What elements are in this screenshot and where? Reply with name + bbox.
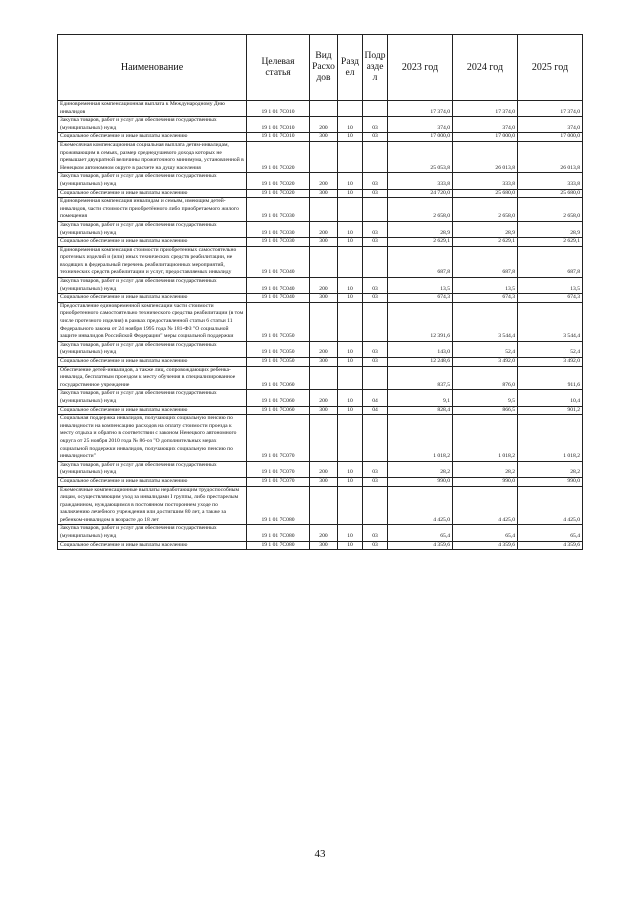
row-section-cell: 10 — [338, 525, 363, 541]
row-expense-type-cell — [310, 486, 338, 525]
table-row — [58, 238, 583, 247]
row-expense-type-cell: 200 — [310, 117, 338, 133]
row-section-cell: 10 — [338, 238, 363, 247]
row-2023-amount-cell: 828,4 — [388, 406, 453, 415]
table-row — [58, 101, 583, 117]
row-name-cell: Закупка товаров, работ и услуг для обеспечения государственных (муниципальных) нужд — [58, 525, 247, 541]
table-row — [58, 141, 583, 172]
row-2025-amount-cell: 17 000,0 — [518, 133, 583, 142]
header-section: Разд ел — [338, 35, 363, 101]
table-row — [58, 294, 583, 303]
row-name-cell: Ежемесячные компенсационные выплаты неработающим трудоспособным лицам, осуществляющим уход за инвалидами I группы, либо престарелым гражданином, нуждающимся в постоянном постороннем уходе по заключению лечебного учреждения или достигшим 80 лет, а также за ребенком-инвалидом в возрасте до 18 лет — [58, 486, 247, 525]
row-article-cell: 19 1 01 7С080 — [247, 486, 310, 525]
row-subsection-cell — [363, 198, 388, 222]
row-name-cell: Социальное обеспечение и иные выплаты населению — [58, 294, 247, 303]
table-row — [58, 173, 583, 189]
row-2025-amount-cell: 2 629,1 — [518, 238, 583, 247]
row-article-cell: 19 1 01 7С010 — [247, 133, 310, 142]
row-2025-amount-cell: 28,9 — [518, 221, 583, 237]
row-2024-amount-cell: 1 018,2 — [453, 415, 518, 462]
row-section-cell — [338, 366, 363, 390]
row-name-cell: Обеспечение детей-инвалидов, а также лиц, сопровождающих ребенка-инвалида, бесплатным проездом к месту обучения в специализированное государственное учреждение — [58, 366, 247, 390]
row-name-cell: Закупка товаров, работ и услуг для обеспечения государственных (муниципальных) нужд — [58, 278, 247, 294]
table-row — [58, 246, 583, 277]
row-section-cell: 10 — [338, 406, 363, 415]
row-name-cell: Закупка товаров, работ и услуг для обеспечения государственных (муниципальных) нужд — [58, 390, 247, 406]
row-subsection-cell: 03 — [363, 173, 388, 189]
row-article-cell: 19 1 01 7С060 — [247, 406, 310, 415]
row-2024-amount-cell: 876,0 — [453, 366, 518, 390]
row-subsection-cell — [363, 486, 388, 525]
row-article-cell: 19 1 01 7С030 — [247, 221, 310, 237]
row-expense-type-cell — [310, 198, 338, 222]
table-row — [58, 541, 583, 550]
row-name-cell: Закупка товаров, работ и услуг для обеспечения государственных (муниципальных) нужд — [58, 221, 247, 237]
row-section-cell: 10 — [338, 221, 363, 237]
row-article-cell: 19 1 01 7С080 — [247, 541, 310, 550]
row-expense-type-cell: 200 — [310, 525, 338, 541]
row-section-cell — [338, 415, 363, 462]
row-subsection-cell: 03 — [363, 525, 388, 541]
row-2024-amount-cell: 687,8 — [453, 246, 518, 277]
row-2023-amount-cell: 13,5 — [388, 278, 453, 294]
row-expense-type-cell — [310, 302, 338, 341]
row-2023-amount-cell: 4 359,6 — [388, 541, 453, 550]
row-article-cell: 19 1 01 7С050 — [247, 341, 310, 357]
row-article-cell: 19 1 01 7С060 — [247, 390, 310, 406]
row-article-cell: 19 1 01 7С060 — [247, 366, 310, 390]
row-2025-amount-cell: 674,3 — [518, 294, 583, 303]
row-name-cell: Закупка товаров, работ и услуг для обеспечения государственных (муниципальных) нужд — [58, 341, 247, 357]
table-row — [58, 117, 583, 133]
row-2024-amount-cell: 9,5 — [453, 390, 518, 406]
row-subsection-cell: 03 — [363, 133, 388, 142]
row-subsection-cell: 04 — [363, 390, 388, 406]
row-expense-type-cell: 300 — [310, 477, 338, 486]
row-2023-amount-cell: 12 248,6 — [388, 358, 453, 367]
table-row — [58, 366, 583, 390]
row-2025-amount-cell: 25 680,0 — [518, 189, 583, 198]
table-row — [58, 477, 583, 486]
table-row — [58, 461, 583, 477]
row-2023-amount-cell: 674,3 — [388, 294, 453, 303]
row-2023-amount-cell: 24 720,0 — [388, 189, 453, 198]
row-2023-amount-cell: 837,5 — [388, 366, 453, 390]
row-2025-amount-cell: 13,5 — [518, 278, 583, 294]
row-expense-type-cell: 300 — [310, 133, 338, 142]
row-2025-amount-cell: 1 018,2 — [518, 415, 583, 462]
row-2023-amount-cell: 1 018,2 — [388, 415, 453, 462]
row-2023-amount-cell: 333,8 — [388, 173, 453, 189]
row-subsection-cell: 03 — [363, 238, 388, 247]
row-2025-amount-cell: 28,2 — [518, 461, 583, 477]
budget-table — [57, 34, 583, 550]
row-2023-amount-cell: 687,8 — [388, 246, 453, 277]
row-name-cell: Социальная поддержка инвалидов, получающих социальную пенсию по инвалидности на компенсацию расходов на оплату стоимости проезда к месту отдыха и обратно в соответствии с законом Ненецкого автономного округа от 25 ноября 2010 года № 86-оз "О дополнительных мерах социальной поддержки инвалидов, получающих социальную пенсию по инвалидности" — [58, 415, 247, 462]
table-row — [58, 302, 583, 341]
row-2025-amount-cell: 65,4 — [518, 525, 583, 541]
row-section-cell: 10 — [338, 358, 363, 367]
row-section-cell: 10 — [338, 173, 363, 189]
row-2024-amount-cell: 2 629,1 — [453, 238, 518, 247]
row-section-cell: 10 — [338, 133, 363, 142]
table-row — [58, 278, 583, 294]
row-2025-amount-cell: 52,4 — [518, 341, 583, 357]
row-2023-amount-cell: 17 000,0 — [388, 133, 453, 142]
table-row — [58, 525, 583, 541]
row-2024-amount-cell: 17 000,0 — [453, 133, 518, 142]
table-row — [58, 486, 583, 525]
row-section-cell — [338, 302, 363, 341]
row-subsection-cell: 03 — [363, 477, 388, 486]
row-2024-amount-cell: 374,0 — [453, 117, 518, 133]
row-name-cell: Социальное обеспечение и иные выплаты населению — [58, 358, 247, 367]
row-article-cell: 19 1 01 7С020 — [247, 189, 310, 198]
row-article-cell: 19 1 01 7С030 — [247, 198, 310, 222]
row-name-cell: Социальное обеспечение и иные выплаты населению — [58, 406, 247, 415]
page-number: 43 — [314, 848, 326, 860]
row-section-cell: 10 — [338, 541, 363, 550]
row-2024-amount-cell: 4 359,6 — [453, 541, 518, 550]
row-2025-amount-cell: 333,8 — [518, 173, 583, 189]
header-subsection: Подр азде л — [363, 35, 388, 101]
row-expense-type-cell: 200 — [310, 390, 338, 406]
row-subsection-cell: 03 — [363, 117, 388, 133]
row-2024-amount-cell: 3 544,4 — [453, 302, 518, 341]
row-2025-amount-cell: 3 544,4 — [518, 302, 583, 341]
header-year-2023: 2023 год — [388, 35, 453, 101]
row-2023-amount-cell: 17 374,0 — [388, 101, 453, 117]
row-section-cell — [338, 486, 363, 525]
row-2025-amount-cell: 4 425,0 — [518, 486, 583, 525]
row-subsection-cell: 03 — [363, 541, 388, 550]
row-2023-amount-cell: 9,1 — [388, 390, 453, 406]
row-article-cell: 19 1 01 7С020 — [247, 173, 310, 189]
row-2025-amount-cell: 10,4 — [518, 390, 583, 406]
row-subsection-cell: 03 — [363, 461, 388, 477]
table-body — [58, 101, 583, 550]
row-expense-type-cell — [310, 366, 338, 390]
row-name-cell: Закупка товаров, работ и услуг для обеспечения государственных (муниципальных) нужд — [58, 173, 247, 189]
row-section-cell — [338, 198, 363, 222]
row-2023-amount-cell: 2 658,0 — [388, 198, 453, 222]
row-expense-type-cell: 200 — [310, 173, 338, 189]
row-expense-type-cell: 200 — [310, 341, 338, 357]
row-subsection-cell: 04 — [363, 406, 388, 415]
row-expense-type-cell: 200 — [310, 221, 338, 237]
row-expense-type-cell: 200 — [310, 461, 338, 477]
row-2024-amount-cell: 65,4 — [453, 525, 518, 541]
row-2025-amount-cell: 2 658,0 — [518, 198, 583, 222]
row-2023-amount-cell: 990,0 — [388, 477, 453, 486]
row-article-cell: 19 1 01 7С070 — [247, 415, 310, 462]
row-2024-amount-cell: 17 374,0 — [453, 101, 518, 117]
row-subsection-cell — [363, 246, 388, 277]
row-article-cell: 19 1 01 7С070 — [247, 477, 310, 486]
header-year-2025: 2025 год — [518, 35, 583, 101]
row-2024-amount-cell: 4 425,0 — [453, 486, 518, 525]
row-subsection-cell — [363, 141, 388, 172]
row-2023-amount-cell: 28,9 — [388, 221, 453, 237]
row-subsection-cell: 03 — [363, 341, 388, 357]
table-header-row — [58, 35, 583, 101]
table-row — [58, 358, 583, 367]
row-2025-amount-cell: 374,0 — [518, 117, 583, 133]
row-2024-amount-cell: 52,4 — [453, 341, 518, 357]
row-2024-amount-cell: 2 658,0 — [453, 198, 518, 222]
row-2024-amount-cell: 26 013,8 — [453, 141, 518, 172]
row-2023-amount-cell: 143,0 — [388, 341, 453, 357]
table-row — [58, 390, 583, 406]
row-expense-type-cell: 300 — [310, 238, 338, 247]
row-expense-type-cell: 300 — [310, 358, 338, 367]
row-2023-amount-cell: 28,2 — [388, 461, 453, 477]
row-name-cell: Единовременная компенсационная выплата к Международному Дню инвалидов — [58, 101, 247, 117]
table-row — [58, 189, 583, 198]
row-2023-amount-cell: 12 391,6 — [388, 302, 453, 341]
row-expense-type-cell — [310, 415, 338, 462]
table-row — [58, 406, 583, 415]
row-expense-type-cell: 300 — [310, 294, 338, 303]
row-section-cell: 10 — [338, 189, 363, 198]
row-name-cell: Социальное обеспечение и иные выплаты населению — [58, 477, 247, 486]
row-expense-type-cell: 200 — [310, 278, 338, 294]
row-article-cell: 19 1 01 7С050 — [247, 302, 310, 341]
row-subsection-cell: 03 — [363, 189, 388, 198]
row-name-cell: Социальное обеспечение и иные выплаты населению — [58, 189, 247, 198]
row-section-cell: 10 — [338, 278, 363, 294]
row-name-cell: Закупка товаров, работ и услуг для обеспечения государственных (муниципальных) нужд — [58, 461, 247, 477]
row-subsection-cell — [363, 415, 388, 462]
row-2025-amount-cell: 26 013,8 — [518, 141, 583, 172]
row-article-cell: 19 1 01 7С040 — [247, 246, 310, 277]
row-2024-amount-cell: 990,0 — [453, 477, 518, 486]
header-target-article: Целевая статья — [247, 35, 310, 101]
row-section-cell: 10 — [338, 477, 363, 486]
row-2025-amount-cell: 901,2 — [518, 406, 583, 415]
row-name-cell: Предоставление единовременной компенсации части стоимости приобретенного самостоятельно технического средства реабилитации (в том числе протезного изделия) в рамках предоставленной статьи 6 статьи 11 Федерального закона от 24 ноября 1995 года № 181-ФЗ "О социальной защите инвалидов Российской Федерации" меры социальной поддержки — [58, 302, 247, 341]
row-2025-amount-cell: 3 492,0 — [518, 358, 583, 367]
row-2023-amount-cell: 65,4 — [388, 525, 453, 541]
budget-table-sheet — [57, 34, 582, 550]
row-expense-type-cell: 300 — [310, 406, 338, 415]
row-section-cell — [338, 141, 363, 172]
header-name: Наименование — [58, 35, 247, 101]
row-name-cell: Социальное обеспечение и иные выплаты населению — [58, 238, 247, 247]
row-2024-amount-cell: 674,3 — [453, 294, 518, 303]
row-name-cell: Единовременная компенсация инвалидам и семьям, имеющим детей-инвалидов, части стоимости приобретённого либо приобретаемого жилого помещения — [58, 198, 247, 222]
row-section-cell — [338, 246, 363, 277]
row-subsection-cell: 03 — [363, 358, 388, 367]
row-2024-amount-cell: 28,2 — [453, 461, 518, 477]
table-row — [58, 341, 583, 357]
row-2024-amount-cell: 3 492,0 — [453, 358, 518, 367]
row-article-cell: 19 1 01 7С070 — [247, 461, 310, 477]
row-2023-amount-cell: 4 425,0 — [388, 486, 453, 525]
row-2025-amount-cell: 911,6 — [518, 366, 583, 390]
row-section-cell: 10 — [338, 341, 363, 357]
row-article-cell: 19 1 01 7С020 — [247, 141, 310, 172]
row-article-cell: 19 1 01 7С080 — [247, 525, 310, 541]
row-2025-amount-cell: 17 374,0 — [518, 101, 583, 117]
row-subsection-cell: 03 — [363, 278, 388, 294]
row-section-cell: 10 — [338, 294, 363, 303]
row-subsection-cell: 03 — [363, 294, 388, 303]
row-article-cell: 19 1 01 7С010 — [247, 101, 310, 117]
row-section-cell: 10 — [338, 390, 363, 406]
row-2023-amount-cell: 374,0 — [388, 117, 453, 133]
row-expense-type-cell: 300 — [310, 541, 338, 550]
table-row — [58, 133, 583, 142]
row-subsection-cell — [363, 101, 388, 117]
row-section-cell: 10 — [338, 117, 363, 133]
row-subsection-cell — [363, 302, 388, 341]
row-section-cell — [338, 101, 363, 117]
row-name-cell: Ежемесячная компенсационная социальная выплата детям-инвалидам, проживающим в семьях, размер среднедушевого дохода которых не превышает двукратной величины прожиточного минимума, установленной в Ненецком автономном округе в расчете на душу населения — [58, 141, 247, 172]
row-expense-type-cell: 300 — [310, 189, 338, 198]
row-2025-amount-cell: 687,8 — [518, 246, 583, 277]
row-article-cell: 19 1 01 7С040 — [247, 278, 310, 294]
header-year-2024: 2024 год — [453, 35, 518, 101]
row-subsection-cell: 03 — [363, 221, 388, 237]
row-name-cell: Закупка товаров, работ и услуг для обеспечения государственных (муниципальных) нужд — [58, 117, 247, 133]
row-2025-amount-cell: 4 359,6 — [518, 541, 583, 550]
row-2024-amount-cell: 28,9 — [453, 221, 518, 237]
table-row — [58, 221, 583, 237]
row-2025-amount-cell: 990,0 — [518, 477, 583, 486]
table-row — [58, 198, 583, 222]
row-2024-amount-cell: 25 680,0 — [453, 189, 518, 198]
row-2024-amount-cell: 866,5 — [453, 406, 518, 415]
row-section-cell: 10 — [338, 461, 363, 477]
row-name-cell: Единовременная компенсация стоимости приобретенных самостоятельно протезных изделий и (или) иных технических средств реабилитации, не входящих в федеральный перечень реабилитационных мероприятий, технических средств реабилитации и услуг, предоставляемых инвалиду — [58, 246, 247, 277]
row-article-cell: 19 1 01 7С040 — [247, 294, 310, 303]
row-expense-type-cell — [310, 246, 338, 277]
row-article-cell: 19 1 01 7С050 — [247, 358, 310, 367]
row-name-cell: Социальное обеспечение и иные выплаты населению — [58, 541, 247, 550]
row-article-cell: 19 1 01 7С010 — [247, 117, 310, 133]
row-2023-amount-cell: 25 053,8 — [388, 141, 453, 172]
row-name-cell: Социальное обеспечение и иные выплаты населению — [58, 133, 247, 142]
header-expense-type: Вид Расхо дов — [310, 35, 338, 101]
row-2023-amount-cell: 2 629,1 — [388, 238, 453, 247]
row-expense-type-cell — [310, 141, 338, 172]
row-expense-type-cell — [310, 101, 338, 117]
row-2024-amount-cell: 13,5 — [453, 278, 518, 294]
row-2024-amount-cell: 333,8 — [453, 173, 518, 189]
row-article-cell: 19 1 01 7С030 — [247, 238, 310, 247]
table-row — [58, 415, 583, 462]
row-subsection-cell — [363, 366, 388, 390]
